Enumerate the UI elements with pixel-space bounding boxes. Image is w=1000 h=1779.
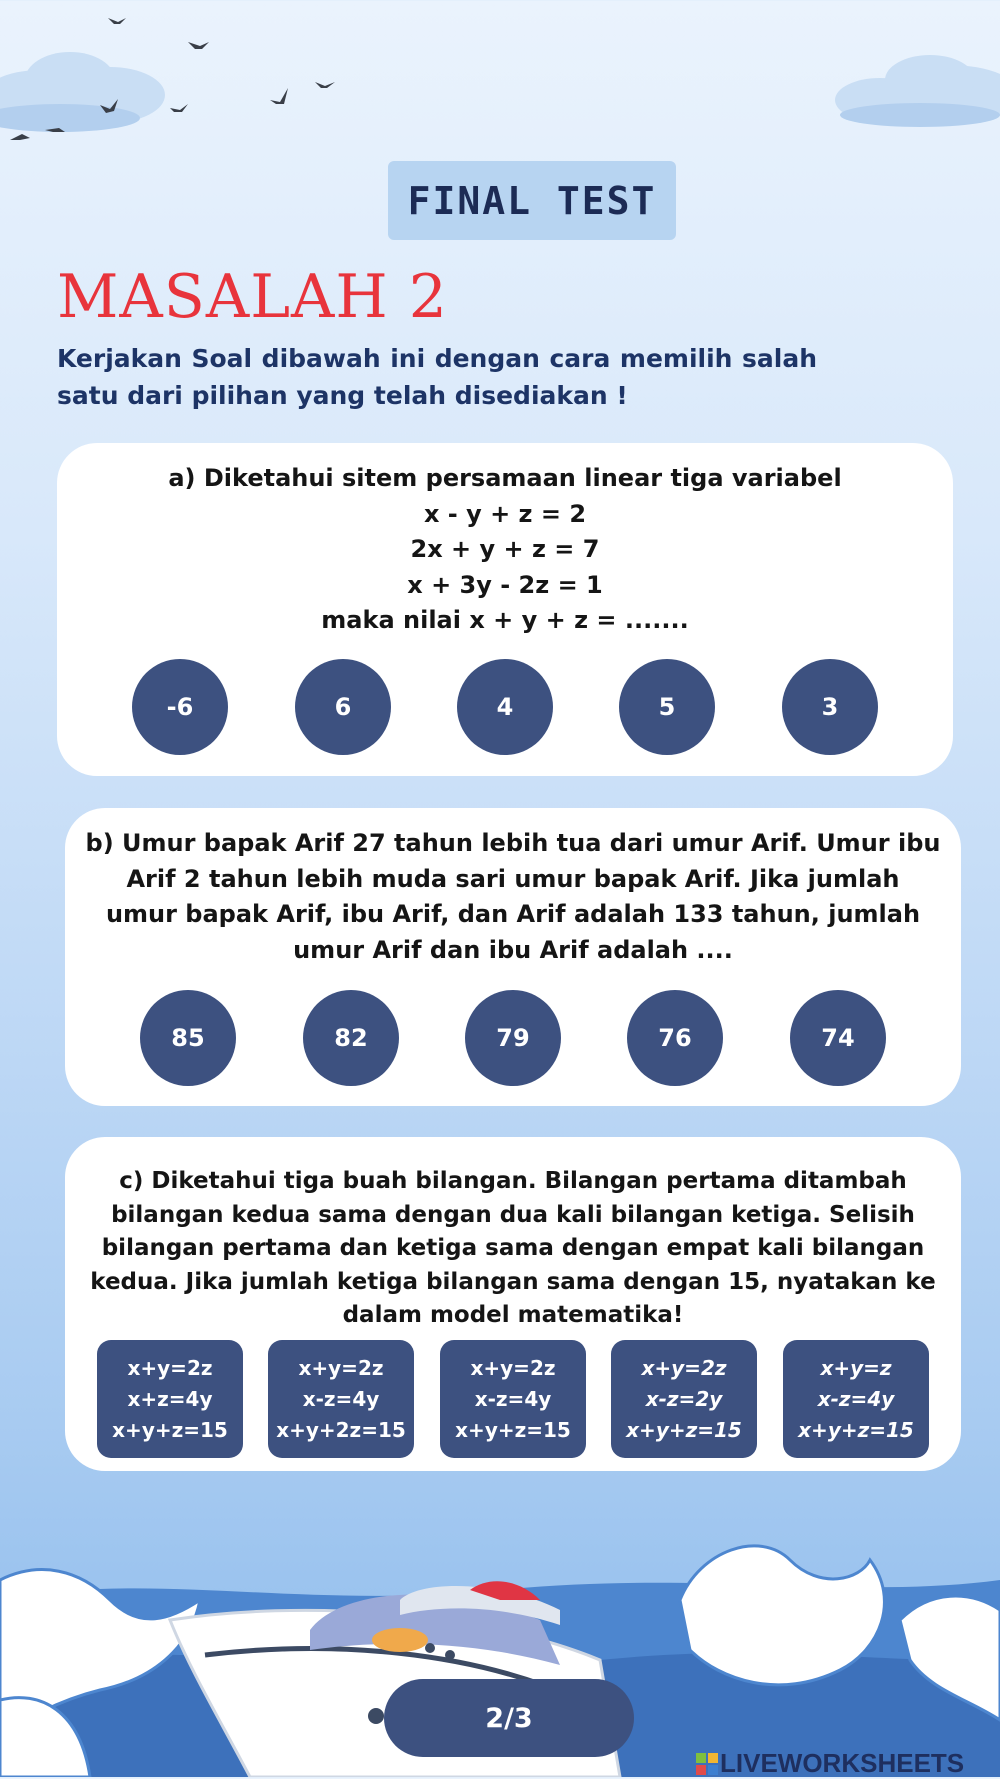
equation: x+y=2z — [470, 1355, 556, 1380]
question-line: b) Umur bapak Arif 27 tahun lebih tua dari umur Arif. Umur ibu — [85, 829, 941, 857]
page-indicator: 2/3 — [384, 1679, 634, 1757]
question-text — [57, 461, 953, 639]
equation: x+y+z=15 — [455, 1417, 571, 1442]
liveworksheets-logo-icon — [696, 1753, 718, 1775]
question-text — [65, 826, 961, 968]
answer-option[interactable]: -6 — [132, 659, 228, 755]
equation: x+z=4y — [127, 1386, 213, 1411]
brand-name: LIVEWORKSHEETS — [720, 1748, 965, 1778]
equation: x+y+2z=15 — [276, 1417, 406, 1442]
question-line: umur Arif dan ibu Arif adalah .... — [293, 935, 733, 964]
answer-option[interactable] — [783, 1340, 929, 1458]
answer-option[interactable]: 82 — [303, 990, 399, 1086]
question-card-a — [57, 443, 953, 776]
equation: x+y=2z — [298, 1355, 384, 1380]
answer-option[interactable]: 76 — [627, 990, 723, 1086]
question-line: kedua. Jika jumlah ketiga bilangan sama dengan 15, nyatakan ke — [90, 1268, 936, 1295]
answer-option[interactable] — [611, 1340, 757, 1458]
question-line: c) Diketahui tiga buah bilangan. Bilangan pertama ditambah — [119, 1168, 907, 1194]
equation: x+y=z — [820, 1355, 892, 1380]
page-title: MASALAH 2 — [57, 262, 448, 332]
question-line: Arif 2 tahun lebih muda sari umur bapak Arif. Jika jumlah — [126, 864, 900, 893]
equation: x+y+z=15 — [112, 1417, 228, 1442]
question-card-b — [65, 808, 961, 1106]
final-test-badge: FINAL TEST — [388, 161, 676, 240]
question-line: dalam model matematika! — [342, 1302, 684, 1328]
question-line: bilangan kedua sama dengan dua kali bilangan ketiga. Selisih — [111, 1201, 915, 1228]
instruction-text: Kerjakan Soal dibawah ini dengan cara memilih salah satu dari pilihan yang telah disediakan ! — [57, 344, 817, 410]
answer-option[interactable] — [440, 1340, 586, 1458]
equation: x-z=4y — [474, 1386, 552, 1411]
question-line: umur bapak Arif, ibu Arif, dan Arif adalah 133 tahun, jumlah — [105, 900, 921, 928]
equation: x+y+z=15 — [626, 1417, 742, 1442]
answer-option[interactable]: 79 — [465, 990, 561, 1086]
question-line: bilangan pertama dan ketiga sama dengan empat kali bilangan — [101, 1235, 925, 1261]
question-text — [65, 1165, 961, 1333]
equation: x+y+z=15 — [798, 1417, 914, 1442]
answer-option[interactable]: 5 — [619, 659, 715, 755]
answer-option[interactable]: 74 — [790, 990, 886, 1086]
equation: x+y=2z — [641, 1355, 727, 1380]
question-line: x - y + z = 2 — [423, 499, 587, 528]
brand-logo — [696, 1748, 964, 1779]
equation: x-z=4y — [817, 1386, 895, 1411]
question-line: a) Diketahui sitem persamaan linear tiga variabel — [168, 464, 842, 492]
question-line: 2x + y + z = 7 — [410, 535, 600, 563]
equation: x-z=2y — [645, 1386, 723, 1411]
question-card-c — [65, 1137, 961, 1471]
question-line: maka nilai x + y + z = ....... — [321, 606, 689, 634]
answer-option[interactable]: 4 — [457, 659, 553, 755]
answer-option[interactable] — [97, 1340, 243, 1458]
equation: x-z=4y — [302, 1386, 380, 1411]
answer-option[interactable] — [268, 1340, 414, 1458]
equation: x+y=2z — [127, 1355, 213, 1380]
question-line: x + 3y - 2z = 1 — [407, 570, 603, 599]
answer-option[interactable]: 3 — [782, 659, 878, 755]
answer-option[interactable]: 85 — [140, 990, 236, 1086]
answer-option[interactable]: 6 — [295, 659, 391, 755]
